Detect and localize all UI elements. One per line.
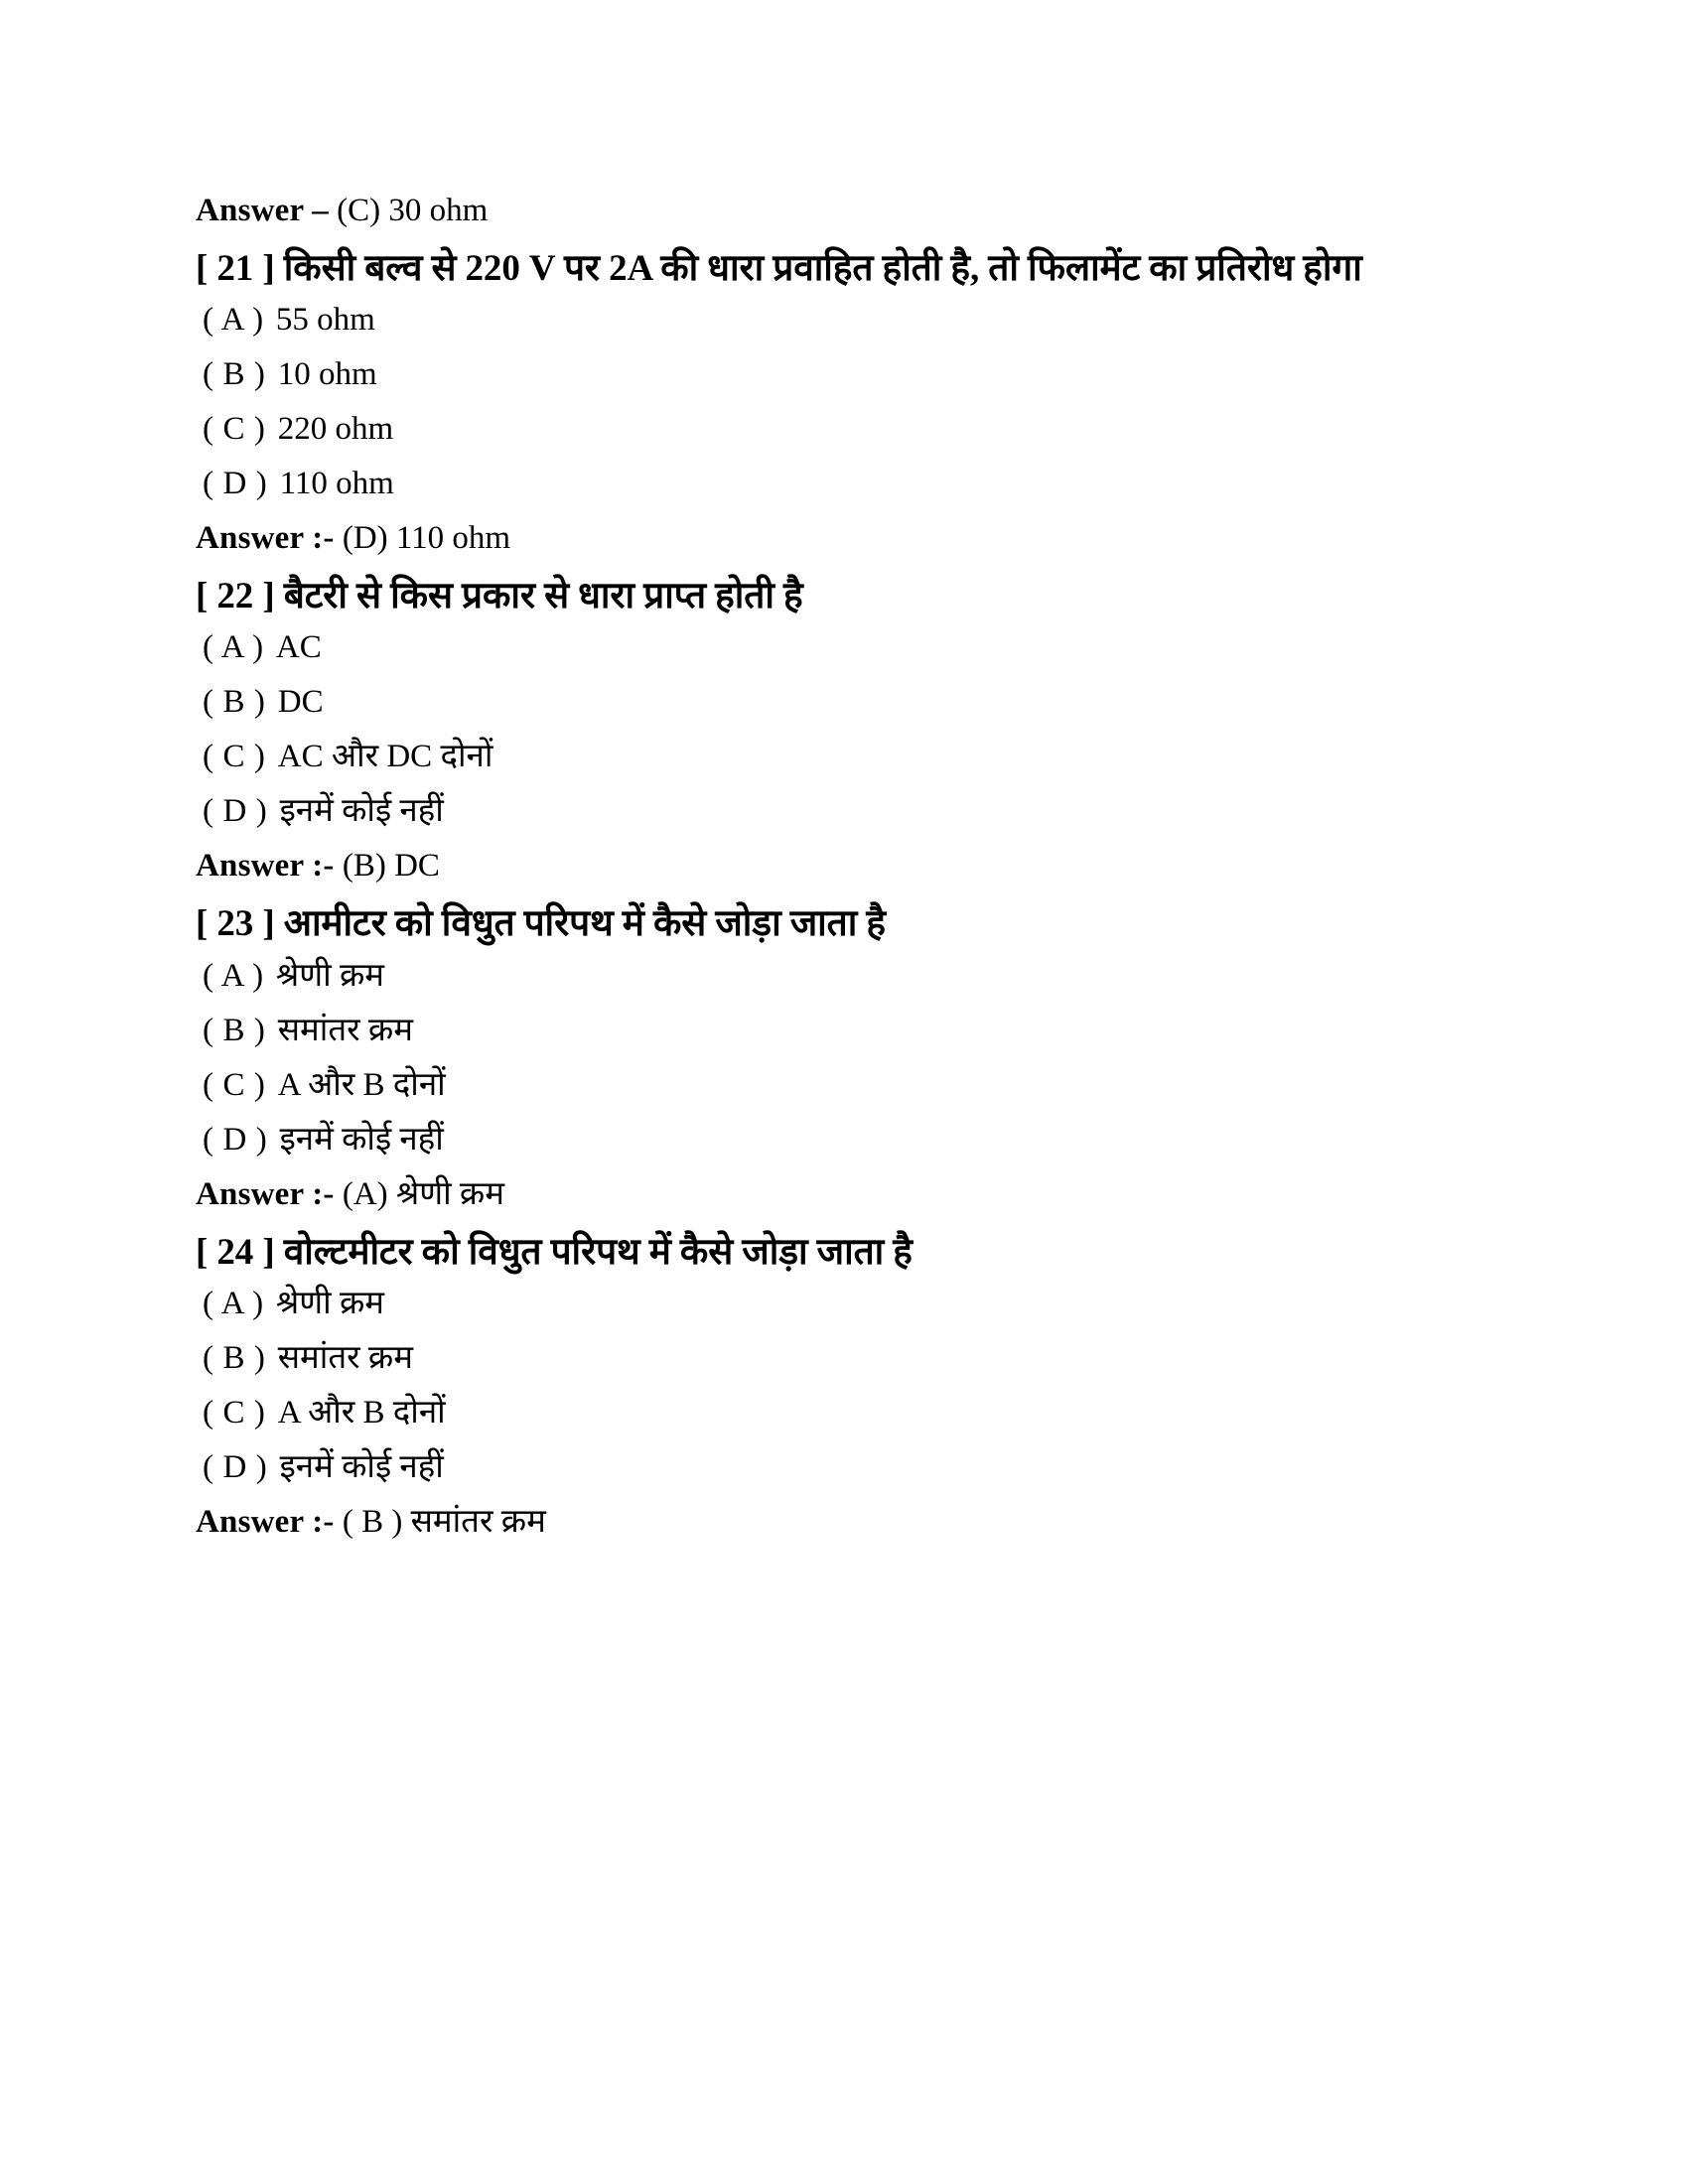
question-heading-23: [ 23 ] आमीटर को विधुत परिपथ में कैसे जोड़ा जाता है (196, 903, 886, 945)
option-key: ( C ) (203, 1066, 266, 1103)
option-text: DC (277, 684, 324, 721)
option-22-c[interactable] (196, 741, 1546, 773)
option-key: ( B ) (203, 684, 266, 721)
answer-label: Answer :- (196, 848, 335, 885)
option-text: इनमें कोई नहीं (279, 1448, 444, 1485)
option-23-d[interactable] (196, 1121, 1546, 1158)
option-text: 220 ohm (277, 411, 394, 448)
option-22-a[interactable] (196, 631, 1546, 664)
option-key: ( D ) (203, 793, 268, 830)
page-content (196, 195, 1546, 1539)
option-24-d[interactable] (196, 1448, 1546, 1485)
answer-value: (C) 30 ohm (337, 193, 489, 228)
answer-label: Answer :- (196, 1503, 335, 1540)
option-23-a[interactable] (196, 957, 1546, 994)
option-24-c[interactable] (196, 1394, 1546, 1431)
question-heading-22: [ 22 ] बैटरी से किस प्रकार से धारा प्राप्त होती है (196, 576, 803, 617)
answer-line-previous (196, 195, 1546, 227)
option-24-a[interactable] (196, 1285, 1546, 1321)
answer-value: (D) 110 ohm (342, 520, 511, 557)
option-text: AC और DC दोनों (277, 739, 493, 775)
option-23-b[interactable] (196, 1012, 1546, 1048)
answer-value: (B) DC (342, 848, 440, 885)
option-23-c[interactable] (196, 1066, 1546, 1103)
options-list-23 (196, 957, 1546, 1158)
answer-label: Answer :- (196, 1175, 335, 1212)
option-key: ( D ) (203, 1121, 268, 1158)
option-text: A और B दोनों (277, 1066, 446, 1103)
option-key: ( C ) (203, 739, 266, 775)
option-21-a[interactable] (196, 304, 1546, 337)
question-heading-21: [ 21 ] किसी बल्व से 220 V पर 2A की धारा प्रवाहित होती है, तो फिलामेंट का प्रतिरोध होगा (196, 248, 1362, 289)
option-key: ( C ) (203, 1394, 266, 1431)
answer-line-21 (196, 522, 1546, 555)
option-key: ( C ) (203, 411, 266, 448)
option-text: श्रेणी क्रम (275, 957, 385, 994)
option-21-b[interactable] (196, 358, 1546, 391)
option-22-b[interactable] (196, 686, 1546, 719)
option-key: ( B ) (203, 356, 266, 393)
answer-line-23 (196, 1175, 1546, 1212)
option-text: A और B दोनों (277, 1394, 446, 1431)
option-text: इनमें कोई नहीं (279, 793, 444, 830)
option-text: समांतर क्रम (277, 1012, 413, 1048)
option-21-c[interactable] (196, 413, 1546, 446)
question-block-22 (196, 577, 1546, 883)
answer-value: ( B ) समांतर क्रम (342, 1503, 546, 1540)
question-heading-24: [ 24 ] वोल्टमीटर को विधुत परिपथ में कैसे जोड़ा जाता है (196, 1231, 913, 1273)
options-list-24 (196, 1285, 1546, 1485)
question-block-23 (196, 904, 1546, 1210)
question-block-24 (196, 1233, 1546, 1539)
option-21-d[interactable] (196, 468, 1546, 500)
options-list-21 (196, 304, 1546, 500)
option-text: 10 ohm (277, 356, 377, 393)
option-key: ( D ) (203, 466, 268, 502)
option-key: ( A ) (203, 1285, 264, 1321)
answer-value: (A) श्रेणी क्रम (342, 1175, 505, 1212)
option-key: ( A ) (203, 957, 264, 994)
option-text: AC (275, 629, 322, 666)
option-key: ( B ) (203, 1012, 266, 1048)
option-24-b[interactable] (196, 1339, 1546, 1376)
question-block-21 (196, 249, 1546, 555)
option-22-d[interactable] (196, 795, 1546, 828)
option-key: ( B ) (203, 1339, 266, 1376)
option-text: इनमें कोई नहीं (279, 1121, 444, 1158)
answer-line-22 (196, 850, 1546, 883)
option-key: ( D ) (203, 1448, 268, 1485)
option-text: 55 ohm (275, 302, 375, 339)
option-text: श्रेणी क्रम (275, 1285, 385, 1321)
option-key: ( A ) (203, 302, 264, 339)
answer-line-24 (196, 1503, 1546, 1540)
answer-label: Answer :- (196, 520, 335, 557)
option-text: समांतर क्रम (277, 1339, 413, 1376)
answer-label: Answer – (196, 193, 329, 228)
option-text: 110 ohm (279, 466, 394, 502)
option-key: ( A ) (203, 629, 264, 666)
options-list-22 (196, 631, 1546, 828)
